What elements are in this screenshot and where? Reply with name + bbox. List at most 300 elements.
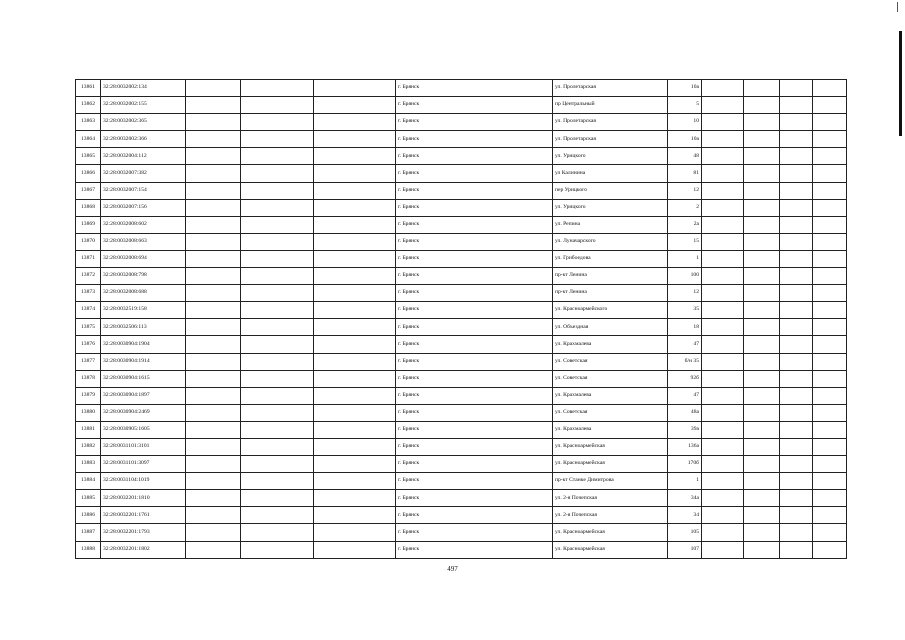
house-number: 1 — [668, 250, 702, 267]
register-body — [76, 80, 847, 559]
city: г. Брянск — [396, 404, 553, 421]
city: г. Брянск — [396, 285, 553, 302]
row-number: 13870 — [76, 233, 101, 250]
house-number: 170б — [668, 456, 702, 473]
cadastral-number: 32:28:0032007:154 — [101, 182, 186, 199]
street: ул. Советская — [553, 370, 668, 387]
empty-cell — [186, 250, 241, 267]
empty-cell — [744, 404, 780, 421]
city: г. Брянск — [396, 131, 553, 148]
empty-cell — [314, 541, 396, 558]
empty-cell — [314, 165, 396, 182]
empty-cell — [241, 250, 314, 267]
empty-cell — [744, 319, 780, 336]
city: г. Брянск — [396, 507, 553, 524]
table-row — [76, 216, 847, 233]
street: пр-кт Станке Димитрова — [553, 473, 668, 490]
house-number: 48 — [668, 148, 702, 165]
empty-cell — [813, 148, 847, 165]
empty-cell — [780, 490, 813, 507]
empty-cell — [744, 541, 780, 558]
empty-cell — [314, 285, 396, 302]
empty-cell — [813, 490, 847, 507]
house-number: 47 — [668, 336, 702, 353]
street: ул. Урицкого — [553, 199, 668, 216]
cadastral-number: 32:28:0032002:365 — [101, 114, 186, 131]
row-number: 13866 — [76, 165, 101, 182]
house-number: 18 — [668, 319, 702, 336]
empty-cell — [813, 438, 847, 455]
empty-cell — [314, 216, 396, 233]
empty-cell — [813, 421, 847, 438]
empty-cell — [314, 131, 396, 148]
row-number: 13874 — [76, 302, 101, 319]
empty-cell — [241, 541, 314, 558]
empty-cell — [314, 507, 396, 524]
empty-cell — [702, 473, 744, 490]
row-number: 13872 — [76, 268, 101, 285]
table-row — [76, 97, 847, 114]
street: пр-кт Ленина — [553, 285, 668, 302]
empty-cell — [780, 285, 813, 302]
city: г. Брянск — [396, 490, 553, 507]
empty-cell — [186, 216, 241, 233]
cadastral-number: 32:28:0032002:134 — [101, 80, 186, 97]
empty-cell — [186, 336, 241, 353]
city: г. Брянск — [396, 541, 553, 558]
empty-cell — [780, 541, 813, 558]
street: ул. Крахмалева — [553, 387, 668, 404]
cadastral-number: 32:28:0032506:113 — [101, 319, 186, 336]
cadastral-number: 32:28:0032201:1761 — [101, 507, 186, 524]
empty-cell — [314, 250, 396, 267]
city: г. Брянск — [396, 268, 553, 285]
empty-cell — [702, 233, 744, 250]
row-number: 13883 — [76, 456, 101, 473]
city: г. Брянск — [396, 319, 553, 336]
empty-cell — [186, 507, 241, 524]
scan-edge-tick — [897, 2, 898, 12]
city: г. Брянск — [396, 387, 553, 404]
empty-cell — [702, 285, 744, 302]
empty-cell — [241, 370, 314, 387]
table-row — [76, 387, 847, 404]
empty-cell — [702, 507, 744, 524]
row-number: 13869 — [76, 216, 101, 233]
empty-cell — [241, 233, 314, 250]
empty-cell — [241, 336, 314, 353]
empty-cell — [702, 199, 744, 216]
empty-cell — [813, 302, 847, 319]
cadastral-number: 32:28:0032519:158 — [101, 302, 186, 319]
cadastral-number: 32:28:0032201:1802 — [101, 541, 186, 558]
cadastral-number: 32:28:0032201:1810 — [101, 490, 186, 507]
empty-cell — [186, 438, 241, 455]
empty-cell — [780, 216, 813, 233]
empty-cell — [702, 490, 744, 507]
house-number: 10 — [668, 114, 702, 131]
empty-cell — [186, 319, 241, 336]
table-row — [76, 199, 847, 216]
table-row — [76, 268, 847, 285]
empty-cell — [241, 353, 314, 370]
empty-cell — [744, 199, 780, 216]
empty-cell — [241, 319, 314, 336]
empty-cell — [702, 268, 744, 285]
empty-cell — [241, 438, 314, 455]
city: г. Брянск — [396, 114, 553, 131]
empty-cell — [186, 456, 241, 473]
empty-cell — [780, 233, 813, 250]
empty-cell — [702, 131, 744, 148]
empty-cell — [744, 473, 780, 490]
table-row — [76, 370, 847, 387]
cadastral-number: 32:28:0032007:382 — [101, 165, 186, 182]
empty-cell — [241, 473, 314, 490]
table-row — [76, 507, 847, 524]
empty-cell — [314, 80, 396, 97]
table-row — [76, 404, 847, 421]
empty-cell — [241, 404, 314, 421]
empty-cell — [314, 438, 396, 455]
table-row — [76, 319, 847, 336]
empty-cell — [780, 524, 813, 541]
house-number: 34 — [668, 507, 702, 524]
house-number: 39а — [668, 421, 702, 438]
empty-cell — [813, 97, 847, 114]
empty-cell — [702, 302, 744, 319]
empty-cell — [241, 148, 314, 165]
empty-cell — [314, 370, 396, 387]
empty-cell — [186, 524, 241, 541]
row-number: 13886 — [76, 507, 101, 524]
row-number: 13864 — [76, 131, 101, 148]
empty-cell — [241, 387, 314, 404]
street: ул. Грибоедова — [553, 250, 668, 267]
empty-cell — [813, 268, 847, 285]
empty-cell — [813, 131, 847, 148]
property-register-table — [75, 79, 847, 559]
empty-cell — [314, 387, 396, 404]
empty-cell — [780, 114, 813, 131]
street: ул. Пролетарская — [553, 114, 668, 131]
row-number: 13861 — [76, 80, 101, 97]
empty-cell — [186, 182, 241, 199]
street: ул. Красноармейская — [553, 524, 668, 541]
empty-cell — [314, 233, 396, 250]
empty-cell — [186, 302, 241, 319]
row-number: 13867 — [76, 182, 101, 199]
empty-cell — [813, 336, 847, 353]
empty-cell — [744, 131, 780, 148]
cadastral-number: 32:28:0030905:1605 — [101, 421, 186, 438]
table-row — [76, 541, 847, 558]
empty-cell — [702, 541, 744, 558]
city: г. Брянск — [396, 216, 553, 233]
table-row — [76, 114, 847, 131]
empty-cell — [702, 319, 744, 336]
street: ул. Советская — [553, 353, 668, 370]
empty-cell — [813, 370, 847, 387]
empty-cell — [702, 182, 744, 199]
row-number: 13868 — [76, 199, 101, 216]
empty-cell — [186, 233, 241, 250]
empty-cell — [186, 268, 241, 285]
cadastral-number: 32:28:0032004:112 — [101, 148, 186, 165]
empty-cell — [780, 97, 813, 114]
empty-cell — [702, 216, 744, 233]
empty-cell — [780, 387, 813, 404]
empty-cell — [186, 148, 241, 165]
empty-cell — [744, 216, 780, 233]
empty-cell — [780, 148, 813, 165]
empty-cell — [744, 182, 780, 199]
empty-cell — [241, 456, 314, 473]
table-row — [76, 148, 847, 165]
empty-cell — [186, 473, 241, 490]
empty-cell — [314, 456, 396, 473]
empty-cell — [780, 336, 813, 353]
house-number: 48а — [668, 404, 702, 421]
empty-cell — [186, 370, 241, 387]
empty-cell — [702, 524, 744, 541]
row-number: 13881 — [76, 421, 101, 438]
empty-cell — [702, 114, 744, 131]
house-number: 10а — [668, 131, 702, 148]
empty-cell — [813, 285, 847, 302]
empty-cell — [241, 524, 314, 541]
city: г. Брянск — [396, 438, 553, 455]
empty-cell — [744, 421, 780, 438]
house-number: 12 — [668, 182, 702, 199]
cadastral-number: 32:28:0032008:798 — [101, 268, 186, 285]
empty-cell — [813, 387, 847, 404]
city: г. Брянск — [396, 233, 553, 250]
empty-cell — [186, 165, 241, 182]
cadastral-number: 32:28:0030904:1904 — [101, 336, 186, 353]
street: ул. 2-я Почепская — [553, 490, 668, 507]
row-number: 13875 — [76, 319, 101, 336]
empty-cell — [780, 456, 813, 473]
empty-cell — [813, 456, 847, 473]
empty-cell — [241, 507, 314, 524]
empty-cell — [780, 473, 813, 490]
empty-cell — [241, 268, 314, 285]
empty-cell — [241, 114, 314, 131]
street: ул. Красноармейская — [553, 456, 668, 473]
table-row — [76, 165, 847, 182]
empty-cell — [780, 182, 813, 199]
city: г. Брянск — [396, 250, 553, 267]
empty-cell — [314, 319, 396, 336]
cadastral-number: 32:28:0032008:663 — [101, 233, 186, 250]
cadastral-number: 32:28:0032008:602 — [101, 216, 186, 233]
empty-cell — [744, 387, 780, 404]
empty-cell — [744, 353, 780, 370]
empty-cell — [744, 302, 780, 319]
table-row — [76, 233, 847, 250]
empty-cell — [186, 80, 241, 97]
empty-cell — [314, 148, 396, 165]
empty-cell — [780, 353, 813, 370]
street: пер Урицкого — [553, 182, 668, 199]
empty-cell — [241, 302, 314, 319]
street: ул. Красноармейская — [553, 541, 668, 558]
empty-cell — [813, 319, 847, 336]
table-row — [76, 80, 847, 97]
table-row — [76, 182, 847, 199]
empty-cell — [314, 336, 396, 353]
street: ул. Советская — [553, 404, 668, 421]
empty-cell — [780, 268, 813, 285]
table-row — [76, 456, 847, 473]
empty-cell — [780, 370, 813, 387]
table-row — [76, 131, 847, 148]
table-row — [76, 336, 847, 353]
empty-cell — [314, 353, 396, 370]
empty-cell — [314, 302, 396, 319]
city: г. Брянск — [396, 165, 553, 182]
house-number: 136а — [668, 438, 702, 455]
city: г. Брянск — [396, 80, 553, 97]
empty-cell — [186, 387, 241, 404]
empty-cell — [241, 97, 314, 114]
empty-cell — [813, 250, 847, 267]
street: ул. 2-я Почепская — [553, 507, 668, 524]
empty-cell — [702, 250, 744, 267]
empty-cell — [744, 250, 780, 267]
empty-cell — [744, 148, 780, 165]
house-number: 2а — [668, 216, 702, 233]
row-number: 13879 — [76, 387, 101, 404]
cadastral-number: 32:28:0032002:366 — [101, 131, 186, 148]
empty-cell — [186, 285, 241, 302]
house-number: 5 — [668, 97, 702, 114]
empty-cell — [241, 216, 314, 233]
row-number: 13880 — [76, 404, 101, 421]
house-number: 47 — [668, 387, 702, 404]
empty-cell — [813, 182, 847, 199]
empty-cell — [241, 199, 314, 216]
cadastral-number: 32:28:0030904:2469 — [101, 404, 186, 421]
empty-cell — [702, 353, 744, 370]
empty-cell — [813, 507, 847, 524]
street: ул. Пролетарская — [553, 80, 668, 97]
empty-cell — [744, 370, 780, 387]
row-number: 13882 — [76, 438, 101, 455]
empty-cell — [780, 250, 813, 267]
empty-cell — [314, 114, 396, 131]
empty-cell — [241, 131, 314, 148]
street: пр-кт Ленина — [553, 268, 668, 285]
city: г. Брянск — [396, 336, 553, 353]
empty-cell — [744, 80, 780, 97]
empty-cell — [186, 199, 241, 216]
city: г. Брянск — [396, 370, 553, 387]
table-row — [76, 302, 847, 319]
city: г. Брянск — [396, 148, 553, 165]
empty-cell — [813, 353, 847, 370]
empty-cell — [744, 165, 780, 182]
city: г. Брянск — [396, 421, 553, 438]
table-row — [76, 438, 847, 455]
empty-cell — [813, 165, 847, 182]
empty-cell — [813, 524, 847, 541]
street: ул. Репина — [553, 216, 668, 233]
empty-cell — [314, 473, 396, 490]
empty-cell — [314, 97, 396, 114]
empty-cell — [744, 268, 780, 285]
empty-cell — [186, 404, 241, 421]
street: ул. Красноармейская — [553, 438, 668, 455]
house-number: 105 — [668, 524, 702, 541]
empty-cell — [780, 131, 813, 148]
street: ул. Объездная — [553, 319, 668, 336]
house-number: 15 — [668, 233, 702, 250]
city: г. Брянск — [396, 199, 553, 216]
city: г. Брянск — [396, 473, 553, 490]
street: ул. Луначарского — [553, 233, 668, 250]
empty-cell — [744, 438, 780, 455]
empty-cell — [780, 80, 813, 97]
empty-cell — [780, 165, 813, 182]
city: г. Брянск — [396, 302, 553, 319]
empty-cell — [813, 404, 847, 421]
house-number: 2 — [668, 199, 702, 216]
table-row — [76, 250, 847, 267]
empty-cell — [744, 233, 780, 250]
row-number: 13878 — [76, 370, 101, 387]
scan-edge-mark — [899, 31, 902, 136]
house-number: 10а — [668, 80, 702, 97]
cadastral-number: 32:28:0032007:156 — [101, 199, 186, 216]
house-number: 92б — [668, 370, 702, 387]
empty-cell — [780, 507, 813, 524]
empty-cell — [744, 490, 780, 507]
cadastral-number: 32:28:0031101:3097 — [101, 456, 186, 473]
row-number: 13862 — [76, 97, 101, 114]
city: г. Брянск — [396, 353, 553, 370]
empty-cell — [241, 80, 314, 97]
empty-cell — [702, 387, 744, 404]
empty-cell — [702, 336, 744, 353]
cadastral-number: 32:28:0030904:1914 — [101, 353, 186, 370]
table-row — [76, 490, 847, 507]
house-number: 100 — [668, 268, 702, 285]
empty-cell — [702, 370, 744, 387]
empty-cell — [314, 421, 396, 438]
table-row — [76, 353, 847, 370]
house-number: 12 — [668, 285, 702, 302]
row-number: 13887 — [76, 524, 101, 541]
street: пр Центральный — [553, 97, 668, 114]
city: г. Брянск — [396, 456, 553, 473]
cadastral-number: 32:28:0031101:3101 — [101, 438, 186, 455]
empty-cell — [780, 421, 813, 438]
street: ул. Красноармейского — [553, 302, 668, 319]
cadastral-number: 32:28:0030904:1615 — [101, 370, 186, 387]
empty-cell — [813, 80, 847, 97]
house-number: 107 — [668, 541, 702, 558]
empty-cell — [813, 473, 847, 490]
cadastral-number: 32:28:0032008:688 — [101, 285, 186, 302]
page-number: 497 — [447, 565, 458, 573]
empty-cell — [813, 199, 847, 216]
house-number: 1 — [668, 473, 702, 490]
empty-cell — [744, 114, 780, 131]
table-row — [76, 421, 847, 438]
house-number: 81 — [668, 165, 702, 182]
